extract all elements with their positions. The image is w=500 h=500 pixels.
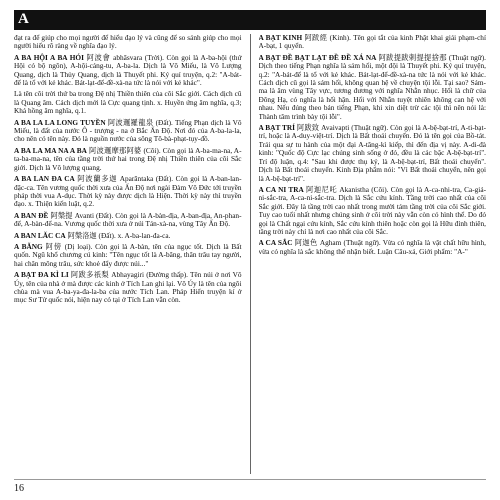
dictionary-entry: [14, 147, 242, 172]
dictionary-entry: [14, 90, 242, 115]
entry-text: 阿跋經 (Kinh). Tên gọi tắt của kinh Phật khai giải phạm-chí A-bạt, 1 quyển.: [258, 34, 486, 51]
entry-headword: A CA SẮC: [258, 238, 293, 248]
entry-text: Là tên cõi trời thứ ba trong Đệ nhị Thiền thiên của cõi Sắc giới. Cách dịch cũ là Quang âm. Cách dịch mới là Cực quang tịnh. x. Huyền ứng âm nghĩa, q.3; Khả hồng âm nghĩa, q.1.: [14, 89, 242, 116]
entry-text: 阿跋提跋剌提提捨那 (Thuật ngữ). Dịch theo tiếng Phạn nghĩa là sám hối, một đội là Thuyết phi. Ký quí truyện, q.2: "A-bát-để là tổ với kẻ khác. Bát-lạt-để-đề-xà-na tức là nói với kẻ khác. Cách dịch cũ gọi là sám hối, không quan hệ về chuyện tội lỗi. Tại sao? Sám-ma là âm vùng Tây vực, tương đương với nghĩa Nhẫn nhục. Hối là chữ của Đông Hạ, có nghĩa là hối hận. Hối với Nhẫn tuyệt nhiên không can hệ với nhau. Nếu đúng theo bản tiếng Phạn, khi xin diệt trừ các tội thì nên nói là: Thành tâm trình bày tội lỗi".: [258, 52, 486, 121]
entry-headword: A BẠT ĐỀ BẠT LẠT ĐỀ ĐỀ XÁ NA: [258, 52, 377, 62]
entry-headword: A BAN ĐỀ: [14, 210, 49, 220]
columns: [14, 34, 486, 474]
entry-text: 阿傍 (Dị loại). Còn gọi là A-bàn, tên của ngục tốt. Dịch là Bất quốn. Ngũ khổ chương cú kinh: "Tên ngục tốt là A-băng, thân trâu tay người, hai chân mông trâu, sức khoẻ đẩy được núi...": [14, 241, 242, 268]
column-divider: [250, 34, 251, 474]
page-header-bar: [14, 10, 486, 30]
dictionary-entry: [14, 243, 242, 268]
entry-text: 阿跋致 Avaivapti (Thuật ngữ). Còn gọi là A-bệ-bạt-trí, A-ti-bạt-trí, hoặc là A-duy-việt-trí. Dịch là Bất thoái chuyển. Đó là tên gọi của Bồ-tát. Trải qua sự tu hành của một đại A-tăng-kì kiếp, thì đến địa vị này. A-di-đà kinh: "Quốc độ Cực lạc chúng sinh sống ở đó, đều là các bậc A-bệ-bạt-trí". Trí độ luận, q.4: "Sau khi được thụ ký, là A-bệ-bạt-trí, Bất thoái chuyển". Dịch là Bất thoái chuyển. Kinh Địa phẩm nói: "Vì Bất thoái chuyển, nên gọi là A-bệ-bạt-trí".: [258, 123, 486, 183]
dictionary-entry: [14, 271, 242, 305]
entry-text: 阿迦色 Agham (Thuật ngữ). Vừa có nghĩa là vật chất hữu hình, vừa có nghĩa là sắc không thể nhận biết. Luận Câu-xá, Giới phẩm: "A-": [258, 238, 486, 256]
entry-text: 阿槃提 Avanti (Đất). Còn gọi là A-bàn-địa, A-ban-địa, An-phan-để, A-bàn-để-na. Vương quốc thời xưa ở núi Tán-xà-na, vùng Tây Ấn Độ.: [14, 210, 242, 229]
entry-headword: A BAN LĂC CA: [14, 230, 66, 240]
dictionary-entry: [14, 175, 242, 209]
entry-headword: A BẠT KINH: [258, 34, 303, 42]
entry-headword: A BA LAN ĐA CA: [14, 174, 75, 184]
entry-text: 阿波會 abhāsvara (Trời). Còn gọi là A-ba-hội (thứ Hội có bộ ngôn), A-hội-cảng-tu, A-ba-la. Dịch là Vô Miếu, là Vô Lượng Quang, dịch là Thủy Quang, dịch là Thuyết phi. Ký quí truyện, q.2: "A-bát-để là tổ với kẻ khác. Bát-lạt-để-đề-xà-na tức là nói với kẻ khác".: [14, 52, 242, 88]
entry-text: 阿跋多祇梨 Abhayagiri (Đường thấp). Tên núi ở nơi Vô Úy, tên của nhà ở mà được các kinh ở Tích Lan ghi lại. Vô Úy là tên của ngôi chùa mà vua A-ba-ya-đa-la-ba của nước Tích Lan. Pháp Hiển truyện kí ở mục Sư Tử quốc nói, hiện nay có tại ở Tích Lan vẫn còn.: [14, 270, 242, 305]
dictionary-entry: [259, 186, 487, 236]
dictionary-entry: [259, 239, 487, 256]
dictionary-entry: [14, 54, 242, 88]
entry-headword: A BA LA MA NA A BA: [14, 145, 87, 155]
footer-rule: [14, 479, 486, 480]
dictionary-entry: [259, 124, 487, 183]
entry-text: 阿槃洛迦 (Đất). x. A-ba-lan-đa-ca.: [67, 230, 171, 240]
entry-headword: A BẠT ĐA KÌ LI: [14, 270, 69, 280]
dictionary-entry: [14, 232, 242, 240]
section-letter: A: [18, 11, 29, 27]
entry-headword: A BA LA LA LONG TUYỀN: [14, 117, 106, 127]
dictionary-entry: [259, 54, 487, 121]
left-column: [14, 34, 242, 474]
entry-text: 阿波蘭多迦 Aparāntaka (Đất). Còn gọi là A-ban-lan-đặc-ca. Tên vương quốc thời xưa của Ấn Độ nơi ngài Đàm Vô Đức tới truyền pháp thời vua A-dục. Thời kỳ này được dịch là Hiện. Thời kỳ này thì truyền đạo. x. Thiện kiến luật, q.2.: [14, 174, 242, 209]
entry-headword: A BẠT TRÍ: [258, 123, 295, 133]
entry-text: đạt ra để giúp cho mọi người để hiểu đạo lý và cũng để so sánh giúp cho mọi người hiểu rõ ràng về nghĩa đạo lý.: [14, 34, 242, 51]
dictionary-entry: [14, 34, 242, 51]
entry-headword: A CA NI TRA: [258, 184, 304, 194]
entry-headword: A BA HỘI A BA HÓI: [14, 52, 84, 62]
entry-text: 阿波邏摩那阿婆 (Cõi). Còn gọi là A-ba-ma-na, A-ta-ba-ma-na, tên của tầng trời thứ hai trong Đệ nhị Thiền thiên của cõi Sắc giới. Dịch là Vô lượng quang.: [14, 145, 242, 172]
entry-text: 阿迦尼吒 Akanistha (Cõi). Còn gọi là A-ca-nhi-tra, Ca-giá-ni-sắc-tra, A-ca-ni-sắc-tra. Dịch là Sắc cứu kính. Tầng trời cao nhất của cõi Sắc giới. Đây là tầng trời cao nhất trong mười tám tầng trời của cõi Sắc giới. Tuy cao tuổi nhất nhưng chúng sinh ở cõi trời này vẫn còn có hình thể. Do đó gọi là Chất ngại cứu kính, Sắc cứu kính thiên hoặc còn gọi là Hữu đỉnh thiên, tầng trời này chỉ là nơi cao nhất của cõi Sắc.: [258, 184, 486, 236]
page-number: 16: [14, 483, 24, 494]
entry-headword: A BĂNG: [14, 241, 43, 251]
dictionary-entry: [14, 119, 242, 144]
dictionary-entry: [14, 212, 242, 229]
entry-text: 阿波邏羅龍泉 (Đất). Tiếng Phạn dịch là Vô Miếu, là đất của nước Ô - trượng - na ở Bắc Ấn Độ. Nơi đó của A-ba-la-la, cho nên có tên này. Đó là nguồn nước của sông Tô-bà-phạt-tụy-đồ.: [14, 117, 242, 144]
right-column: [259, 34, 487, 474]
dictionary-entry: [259, 34, 487, 51]
